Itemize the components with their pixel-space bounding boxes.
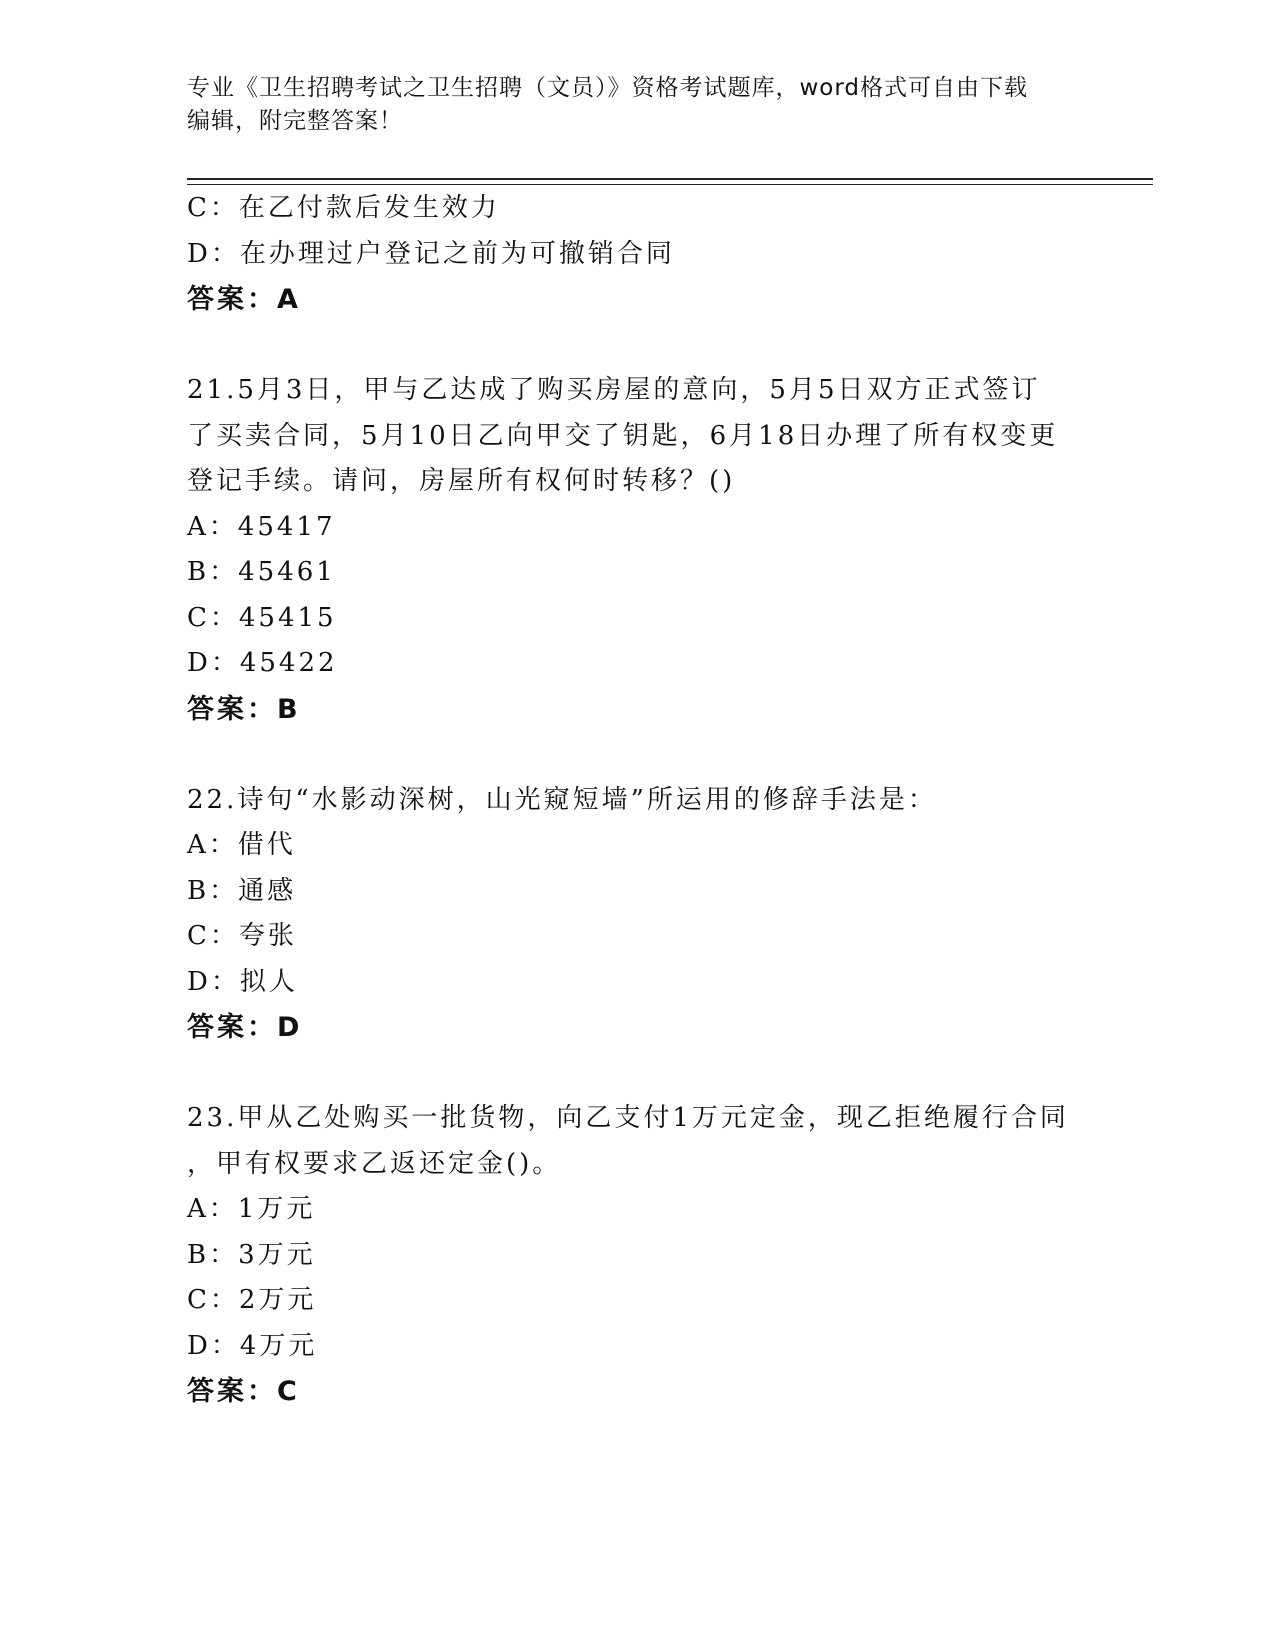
q21-option-c: C：45415 — [187, 602, 337, 633]
q23-option-c: C：2万元 — [187, 1285, 317, 1315]
q23-text-line-2: ，甲有权要求乙返还定金()。 — [187, 1148, 562, 1179]
q22-option-d: D：拟人 — [187, 966, 298, 997]
spacer — [187, 323, 1087, 369]
q22-option-a: A：借代 — [187, 830, 296, 860]
q22-option-c: C：夸张 — [187, 921, 297, 951]
q21-option-a: A：45417 — [187, 511, 336, 542]
document-header — [187, 72, 1087, 138]
q22-text-line-1: 22.诗句“水影动深树，山光窥短墙”所运用的修辞手法是： — [187, 784, 937, 815]
q23-option-d: D：4万元 — [187, 1330, 318, 1361]
q22-option-b: B：通感 — [187, 875, 297, 906]
q21-text-line-1: 21.5月3日，甲与乙达成了购买房屋的意向，5月5日双方正式签订 — [187, 375, 1041, 405]
prev-option-d: D：在办理过户登记之前为可撤销合同 — [187, 238, 675, 269]
q23-text-line-1: 23.甲从乙处购买一批货物，向乙支付1万元定金，现乙拒绝履行合同 — [187, 1103, 1069, 1133]
q21-answer: 答案：B — [187, 693, 301, 725]
prev-option-c: C：在乙付款后发生效力 — [187, 193, 500, 223]
q22-answer: 答案：D — [187, 1012, 303, 1043]
prev-answer: 答案：A — [187, 284, 301, 315]
header-line-1: 专业《卫生招聘考试之卫生招聘（文员）》资格考试题库，word格式可自由下载 — [187, 75, 1029, 101]
q21-text-line-2: 了买卖合同，5月10日乙向甲交了钥匙，6月18日办理了所有权变更 — [187, 420, 1059, 451]
question-content — [187, 186, 1087, 1415]
q21-option-d: D：45422 — [187, 648, 338, 678]
header-line-2: 编辑，附完整答案！ — [187, 108, 403, 134]
header-divider-thin — [187, 184, 1153, 185]
header-divider — [187, 178, 1153, 180]
q21-text-line-3: 登记手续。请问，房屋所有权何时转移？() — [187, 466, 736, 496]
q21-option-b: B：45461 — [187, 557, 336, 587]
spacer — [187, 1051, 1087, 1097]
q23-answer: 答案：C — [187, 1376, 300, 1407]
q23-option-a: A：1万元 — [187, 1194, 316, 1224]
q23-option-b: B：3万元 — [187, 1239, 316, 1270]
spacer — [187, 732, 1087, 778]
